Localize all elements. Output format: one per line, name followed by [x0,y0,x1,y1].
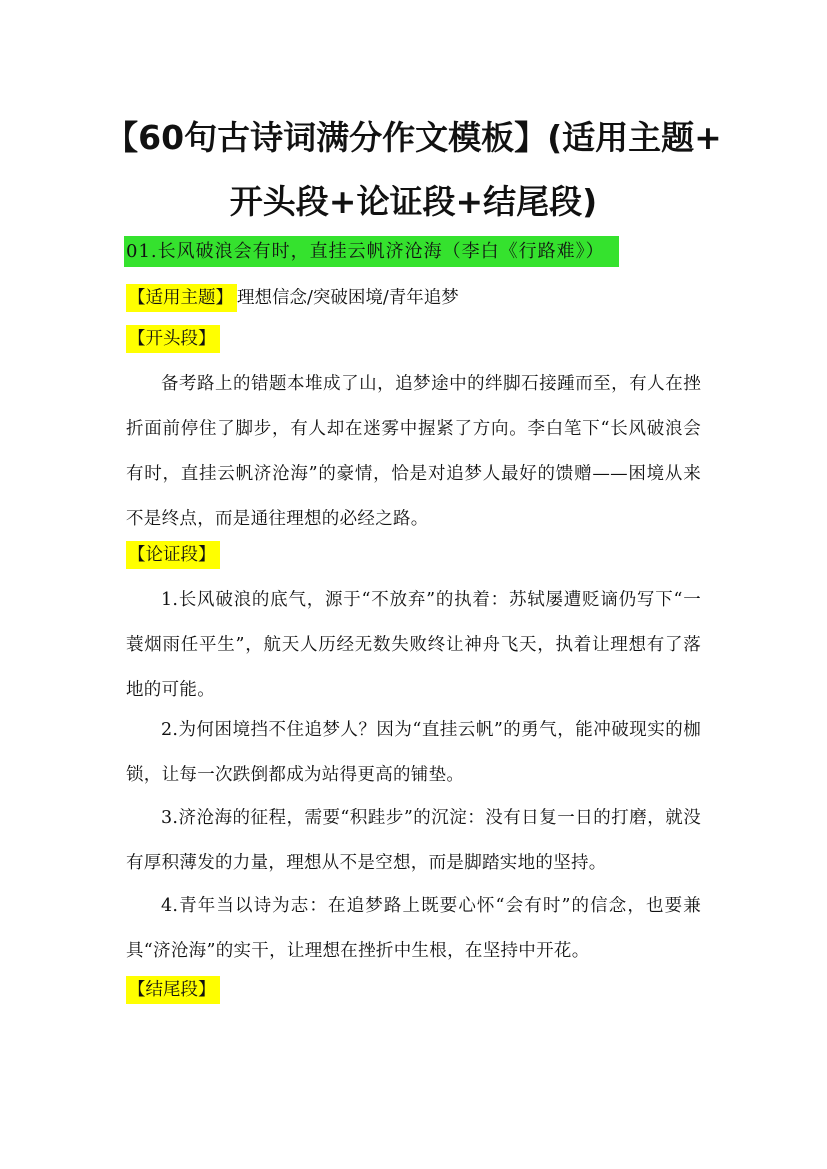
opening-label-row [126,325,220,353]
argument-point-1: 1.长风破浪的底气，源于“不放弃”的执着：苏轼屡遭贬谪仍写下“一蓑烟雨任平生”，航天人历经无数失败终让神舟飞天，执着让理想有了落地的可能。 [126,590,701,700]
entry-heading: 01.长风破浪会有时，直挂云帆济沧海（李白《行路难》） [124,236,619,267]
argument-point-2: 2.为何困境挡不住追梦人？因为“直挂云帆”的勇气，能冲破现实的枷锁，让每一次跌倒都成为站得更高的铺垫。 [126,720,701,785]
closing-label-row [126,976,220,1004]
argument-label: 【论证段】 [126,541,220,569]
theme-row [126,284,459,312]
argument-label-row [126,541,220,569]
document-title-line-2: 开头段+论证段+结尾段) [229,182,598,221]
theme-label: 【适用主题】 [126,284,237,312]
opening-label: 【开头段】 [126,325,220,353]
argument-point-4: 4.青年当以诗为志：在追梦路上既要心怀“会有时”的信念，也要兼具“济沧海”的实干，让理想在挫折中生根，在坚持中开花。 [126,896,701,961]
opening-paragraph: 备考路上的错题本堆成了山，追梦途中的绊脚石接踵而至，有人在挫折面前停住了脚步，有人却在迷雾中握紧了方向。李白笔下“长风破浪会有时，直挂云帆济沧海”的豪情，恰是对追梦人最好的馈赠——困境从来不是终点，而是通往理想的必经之路。 [126,374,701,529]
theme-value: 理想信念/突破困境/青年追梦 [237,288,459,308]
document-title-line-1: 【60句古诗词满分作文模板】(适用主题+ [105,118,722,157]
closing-label: 【结尾段】 [126,976,220,1004]
argument-point-3: 3.济沧海的征程，需要“积跬步”的沉淀：没有日复一日的打磨，就没有厚积薄发的力量，理想从不是空想，而是脚踏实地的坚持。 [126,808,701,873]
